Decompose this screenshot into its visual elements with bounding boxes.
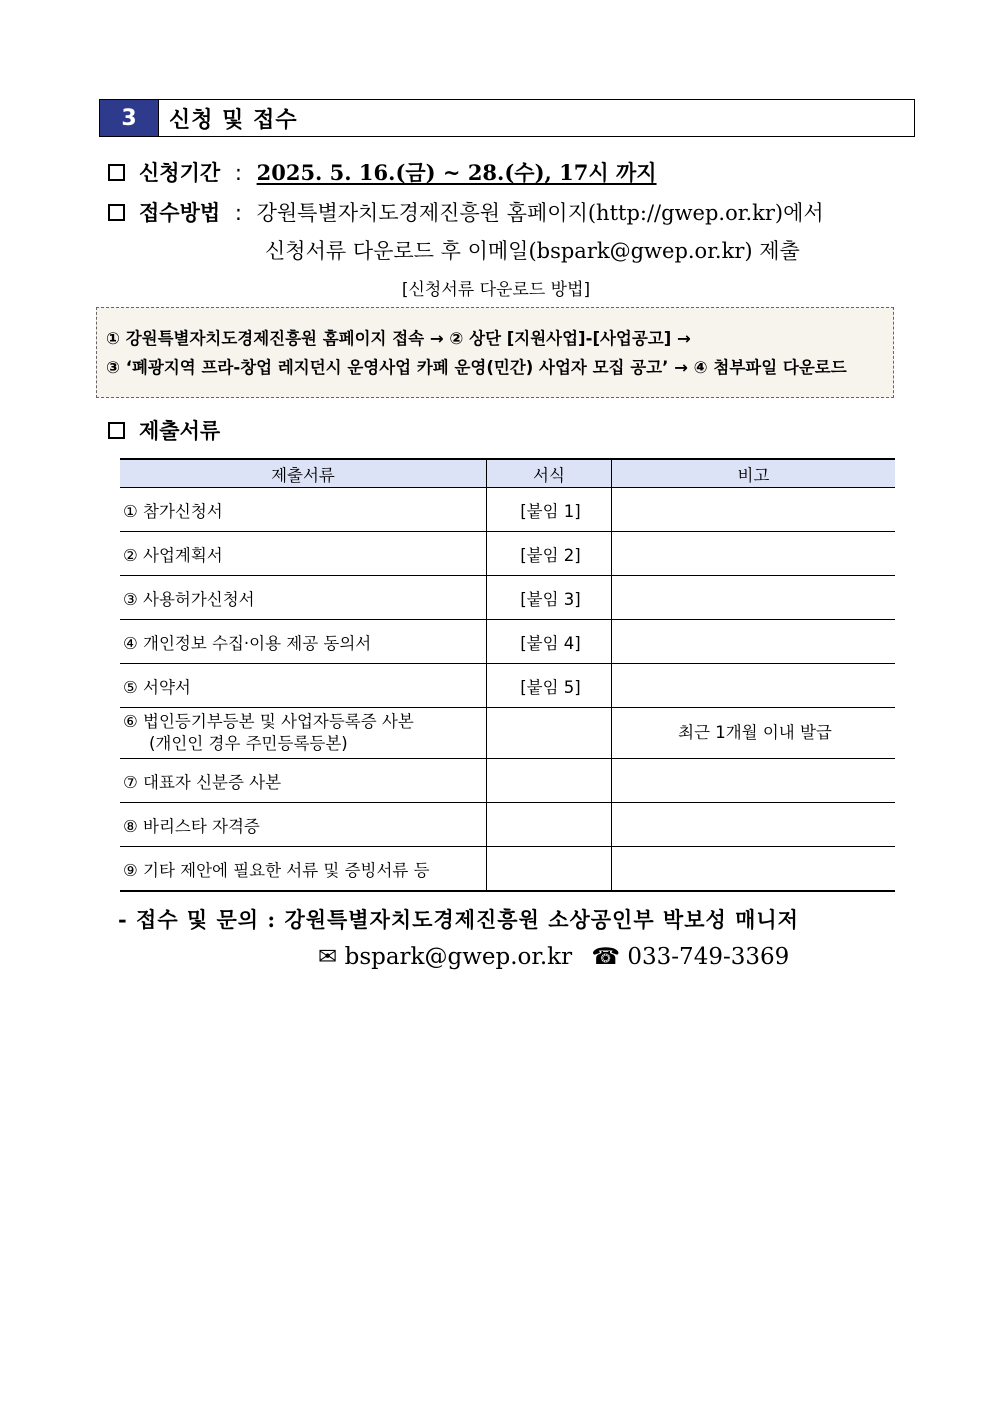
table-row (120, 620, 895, 664)
doc-cell-line1: ⑥ 법인등기부등본 및 사업자등록증 사본 (123, 712, 414, 731)
download-caption: [신청서류 다운로드 방법] (401, 280, 591, 300)
form-cell: [붙임 3] (487, 576, 612, 620)
remark-cell (612, 488, 896, 532)
table-row (120, 488, 895, 532)
column-header: 비고 (612, 459, 896, 488)
submission-table (120, 458, 895, 892)
checkbox-square-icon (108, 422, 125, 439)
submission-heading-line (108, 415, 220, 445)
table-row (120, 664, 895, 708)
method-line1: 강원특별자치도경제진흥원 홈페이지(http://gwep.or.kr)에서 (256, 201, 824, 225)
remark-cell (612, 847, 896, 892)
doc-cell: ⑧ 바리스타 자격증 (120, 803, 487, 847)
doc-cell: ④ 개인정보 수집·이용 제공 동의서 (120, 620, 487, 664)
form-cell: [붙임 2] (487, 532, 612, 576)
table-row (120, 708, 895, 759)
form-cell: [붙임 4] (487, 620, 612, 664)
telephone-icon: ☎ (591, 944, 621, 970)
download-step-line2: ③ ‘폐광지역 프라-창업 레지던시 운영사업 카페 운영(민간) 사업자 모집 공고’ → ④ 첨부파일 다운로드 (106, 358, 847, 377)
remark-cell: 최근 1개월 이내 발급 (612, 708, 896, 759)
contact-email[interactable]: bspark@gwep.or.kr (344, 944, 573, 970)
table-row (120, 532, 895, 576)
method-label: 접수방법 (139, 201, 221, 225)
contact-line: - 접수 및 문의 : 강원특별자치도경제진흥원 소상공인부 박보성 매니저 (118, 907, 799, 932)
method-line (108, 197, 824, 227)
period-colon: : (234, 161, 242, 185)
envelope-icon: ✉ (318, 944, 338, 970)
form-cell (487, 759, 612, 803)
contact-details (318, 944, 789, 970)
table-row (120, 576, 895, 620)
remark-cell (612, 576, 896, 620)
section-title: 신청 및 접수 (169, 107, 298, 133)
period-line (108, 157, 657, 187)
doc-cell: ⑦ 대표자 신분증 사본 (120, 759, 487, 803)
column-header: 제출서류 (120, 459, 487, 488)
table-row (120, 847, 895, 892)
doc-cell: ③ 사용허가신청서 (120, 576, 487, 620)
remark-cell (612, 664, 896, 708)
form-cell (487, 847, 612, 892)
table-row (120, 803, 895, 847)
form-cell (487, 708, 612, 759)
table-row (120, 759, 895, 803)
checkbox-square-icon (108, 204, 125, 221)
doc-cell: ⑤ 서약서 (120, 664, 487, 708)
remark-cell (612, 532, 896, 576)
column-header: 서식 (487, 459, 612, 488)
period-value: 2025. 5. 16.(금) ~ 28.(수), 17시 까지 (256, 160, 657, 185)
remark-cell (612, 759, 896, 803)
section-number: 3 (100, 100, 159, 136)
submission-heading: 제출서류 (139, 419, 221, 443)
doc-cell: ① 참가신청서 (120, 488, 487, 532)
method-colon: : (234, 201, 242, 225)
form-cell: [붙임 1] (487, 488, 612, 532)
period-label: 신청기간 (139, 161, 221, 185)
doc-cell: ⑨ 기타 제안에 필요한 서류 및 증빙서류 등 (120, 847, 487, 892)
checkbox-square-icon (108, 164, 125, 181)
doc-cell-line2: (개인인 경우 주민등록등본) (149, 734, 348, 753)
section-header (99, 99, 915, 137)
remark-cell (612, 620, 896, 664)
form-cell (487, 803, 612, 847)
contact-phone[interactable]: 033-749-3369 (627, 944, 790, 970)
doc-cell: ② 사업계획서 (120, 532, 487, 576)
doc-cell (120, 708, 487, 759)
form-cell: [붙임 5] (487, 664, 612, 708)
table-header-row (120, 459, 895, 488)
download-step-line1: ① 강원특별자치도경제진흥원 홈페이지 접속 → ② 상단 [지원사업]-[사업공고] → (106, 329, 691, 348)
remark-cell (612, 803, 896, 847)
method-line2: 신청서류 다운로드 후 이메일(bspark@gwep.or.kr) 제출 (265, 239, 800, 263)
download-steps-box (96, 307, 894, 398)
